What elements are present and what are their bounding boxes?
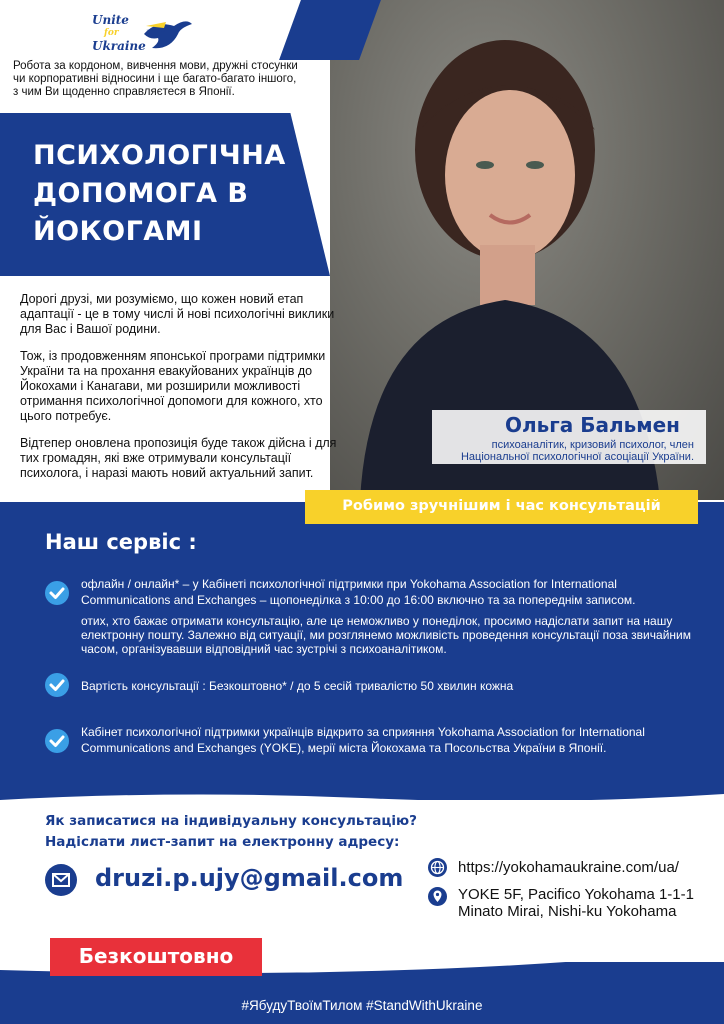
- mail-icon: [45, 864, 77, 896]
- globe-icon: [428, 858, 447, 877]
- dove-icon: [140, 16, 194, 61]
- service-title: Наш сервіс :: [45, 530, 197, 554]
- service-item-schedule: офлайн / онлайн* – у Кабінеті психологічної підтримки при Yokohama Association for International Communications and Exchanges – щопонеділка з 10:00 до 16:00 включно та за попереднім записом.: [81, 577, 636, 607]
- hashtag: #ЯбудуТвоїмТилом #StandWithUkraine: [241, 998, 483, 1013]
- location-pin-icon: [428, 887, 447, 906]
- time-banner-text: Робимо зручнішим і час консультацій: [342, 498, 661, 514]
- paragraph-1: Дорогі друзі, ми розуміємо, що кожен новий етап адаптації - це в тому числі й нові психологічні виклики для Вас і Вашої родини.: [20, 292, 335, 336]
- service-item-price: Вартість консультації : Безкоштовно* / до 5 сесій тривалістю 50 хвилин кожна: [81, 679, 514, 693]
- section-wave: [0, 790, 724, 810]
- how-to-register-heading: Як записатися на індивідуальну консультацію?: [45, 813, 417, 829]
- check-icon: [45, 581, 69, 605]
- intro-text: Робота за кордоном, вивчення мови, дружні стосунки чи корпоративні відносини і ще багато-багато іншого, з чим Ви щоденно справляєтеся в Японії.: [13, 60, 298, 98]
- address: YOKE 5F, Pacifico Yokohama 1-1-1 Minato Mirai, Nishi-ku Yokohama: [458, 886, 694, 920]
- paragraph-2: Тож, із продовженням японської програми підтримки України та на прохання евакуйованих українців до Йокохами і Канагави, ми розширили можливості отримання психологічної допомоги для кожного, хто цього потребує.: [20, 349, 326, 423]
- unite-for-ukraine-logo: Unite for Ukraine: [92, 13, 146, 53]
- person-role: психоаналітик, кризовий психолог, член Національної психологічної асоціації України.: [460, 439, 694, 463]
- service-item-note: отих, хто бажає отримати консультацію, але це неможливо у понеділок, просимо надіслати запит на нашу електронну пошту. Залежно від ситуації, ми розглянемо можливість проведення консультації поза звичайним часом, організувавши відповідний час зустрічі з психоаналітиком.: [81, 614, 691, 656]
- check-icon: [45, 673, 69, 697]
- check-icon: [45, 729, 69, 753]
- page-title: ПСИХОЛОГІЧНА ДОПОМОГА В ЙОКОГАМІ: [33, 140, 286, 247]
- free-badge-text: Безкоштовно: [78, 944, 234, 968]
- website-link[interactable]: https://yokohamaukraine.com/ua/: [458, 859, 679, 876]
- send-request-heading: Надіслати лист-запит на електронну адресу:: [45, 834, 400, 850]
- paragraph-3: Відтепер оновлена пропозиція буде також дійсна і для тих громадян, які вже отримували консультації психолога, і наразі мають новий актуальний запит.: [20, 436, 337, 480]
- email-link[interactable]: druzi.p.ujy@gmail.com: [95, 864, 404, 892]
- person-name: Ольга Бальмен: [505, 413, 680, 437]
- service-item-office: Кабінет психологічної підтримки українців відкрито за сприяння Yokohama Association for International Communications and Exchanges (YOKE), мерії міста Йокохама та Посольства України в Японії.: [81, 725, 645, 755]
